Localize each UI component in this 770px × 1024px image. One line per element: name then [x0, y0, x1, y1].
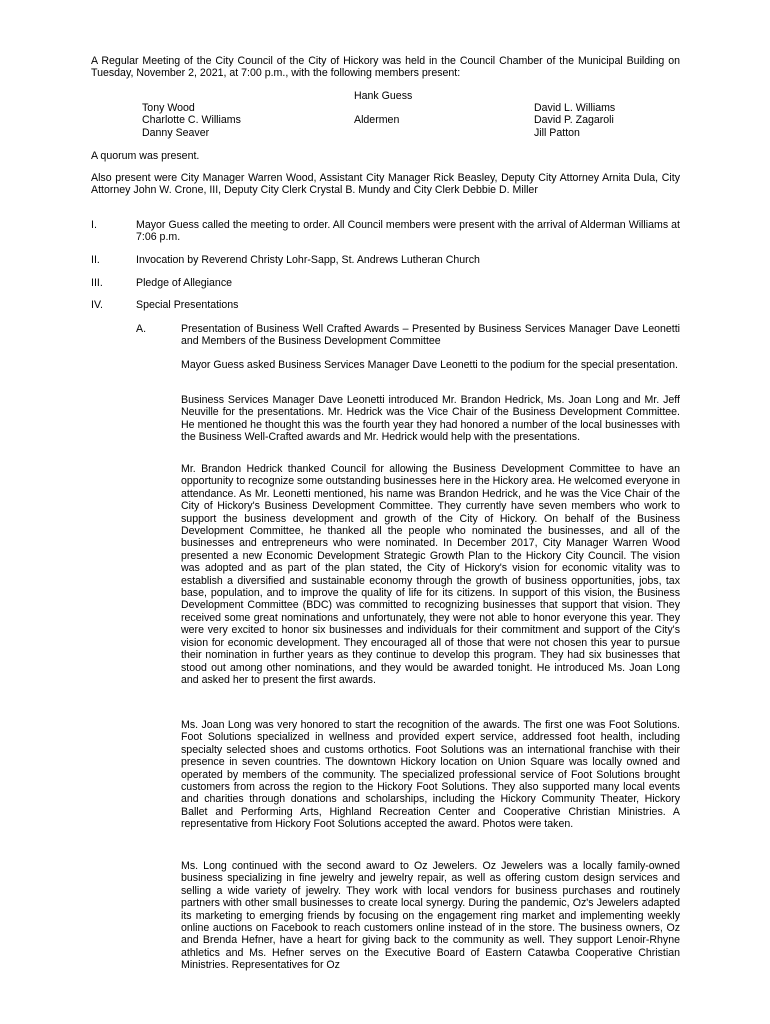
member-name: Danny Seaver [142, 126, 210, 139]
intro-paragraph: A Regular Meeting of the City Council of the City of Hickory was held in the Council Chamber of the Municipal Building on Tuesday, November 2, 2021, at 7:00 p.m., with the following members present: [91, 55, 680, 80]
aldermen-label: Aldermen [354, 114, 400, 126]
member-name: Jill Patton [534, 126, 580, 139]
sub-item-letter: A. [136, 323, 147, 335]
member-name: David L. Williams [534, 102, 616, 114]
item-text: Special Presentations [136, 299, 239, 311]
sub-item-text: Presentation of Business Well Crafted Awards – Presented by Business Services Manager Dave Leonetti and Members of the Business Development Committee [181, 323, 680, 348]
item-number: III. [91, 277, 103, 289]
body-paragraph: Ms. Long continued with the second award to Oz Jewelers. Oz Jewelers was a locally family-owned business specializing in fine jewelry and jewelry repair, as well as offering custom design services and selling a wide variety of jewelry. They work with local vendors for business purchases and routinely partners with other small businesses to create local synergy. During the pandemic, Oz's Jewelers adapted its marketing to emerging friends by focusing on the engagement ring market and implementing weekly online auctions on Facebook to reach customers online instead of in the store. The business owners, Oz and Brenda Hefner, have a heart for giving back to the community as well. They support Lenoir-Rhyne athletics and Ms. Hefner serves on the Executive Board of Eastern Catawba Cooperative Christian Ministries. Representatives for Oz [181, 860, 680, 972]
quorum-statement: A quorum was present. [91, 150, 200, 162]
body-paragraph: Mayor Guess asked Business Services Manager Dave Leonetti to the podium for the special presentation. [181, 359, 678, 371]
also-present-paragraph: Also present were City Manager Warren Wood, Assistant City Manager Rick Beasley, Deputy City Attorney Arnita Dula, City Attorney John W. Crone, III, Deputy City Clerk Crystal B. Mundy and City Clerk Debbie D. Miller [91, 172, 680, 197]
mayor-name: Hank Guess [354, 90, 413, 102]
body-paragraph: Mr. Brandon Hedrick thanked Council for allowing the Business Development Committee to have an opportunity to recognize some outstanding businesses here in the Hickory area. He welcomed everyone in attendance. As Mr. Leonetti mentioned, his name was Brandon Hedrick, and he was the Vice Chair of the City of Hickory's Business Development Committee. They currently have seven members who work to support the business development and growth of the City of Hickory. On behalf of the Business Development Committee, he thanked all the people who nominated the businesses, and all of the businesses and entrepreneurs who were nominated. In December 2017, City Manager Warren Wood presented a new Economic Development Strategic Growth Plan to the Hickory City Council. The vision was adopted and as part of the plan stated, the City of Hickory's vision for economic vitality was to establish a diversified and sustainable economy through the growth of business opportunities, jobs, tax base, population, and to improve the quality of life for its citizens. In support of this vision, the Business Development Committee (BDC) was committed to recognizing businesses that support that vision. They received some great nominations and unfortunately, they were not able to honor everyone this year. They were very excited to honor six businesses and individuals for their commitment and support of the City's vision for economic development. They encouraged all of those that were not chosen this year to pursue their nomination in further years as they continue to develop this program. They had six businesses that stood out among other nominations, and they would be awarded tonight. He introduced Ms. Joan Long and asked her to present the first awards. [181, 463, 680, 686]
body-paragraph: Business Services Manager Dave Leonetti introduced Mr. Brandon Hedrick, Ms. Joan Long and Mr. Jeff Neuville for the presentations. Mr. Hedrick was the Vice Chair of the Business Development Committee. He mentioned he thought this was the fourth year they had honored a number of the local businesses with the Business Well-Crafted awards and Mr. Hedrick would help with the presentations. [181, 394, 680, 444]
item-number: II. [91, 254, 100, 266]
item-text: Invocation by Reverend Christy Lohr-Sapp, St. Andrews Lutheran Church [136, 254, 480, 266]
members-right-column [534, 102, 684, 139]
members-left-column [142, 102, 312, 139]
member-name: Tony Wood [142, 102, 195, 114]
item-number: IV. [91, 299, 103, 311]
body-paragraph: Ms. Joan Long was very honored to start the recognition of the awards. The first one was Foot Solutions. Foot Solutions specialized in wellness and provided expert service, addressed foot health, including specialty selected shoes and customs orthotics. Foot Solutions was an international franchise with their presence in seven countries. The downtown Hickory location on Union Square was locally owned and operated by members of the community. The specialized professional service of Foot Solutions brought customers from across the region to the Hickory Foot Solutions. They also supported many local events and charities through donations and scholarships, including the Hickory Community Theater, Hickory Ballet and Performing Arts, Highland Recreation Center and Cooperative Christian Ministries. A representative from Hickory Foot Solutions accepted the award. Photos were taken. [181, 719, 680, 831]
member-name: Charlotte C. Williams [142, 114, 241, 127]
item-number: I. [91, 219, 97, 231]
item-text: Mayor Guess called the meeting to order. All Council members were present with the arrival of Alderman Williams at 7:06 p.m. [136, 219, 680, 244]
item-text: Pledge of Allegiance [136, 277, 233, 289]
member-name: David P. Zagaroli [534, 114, 614, 127]
